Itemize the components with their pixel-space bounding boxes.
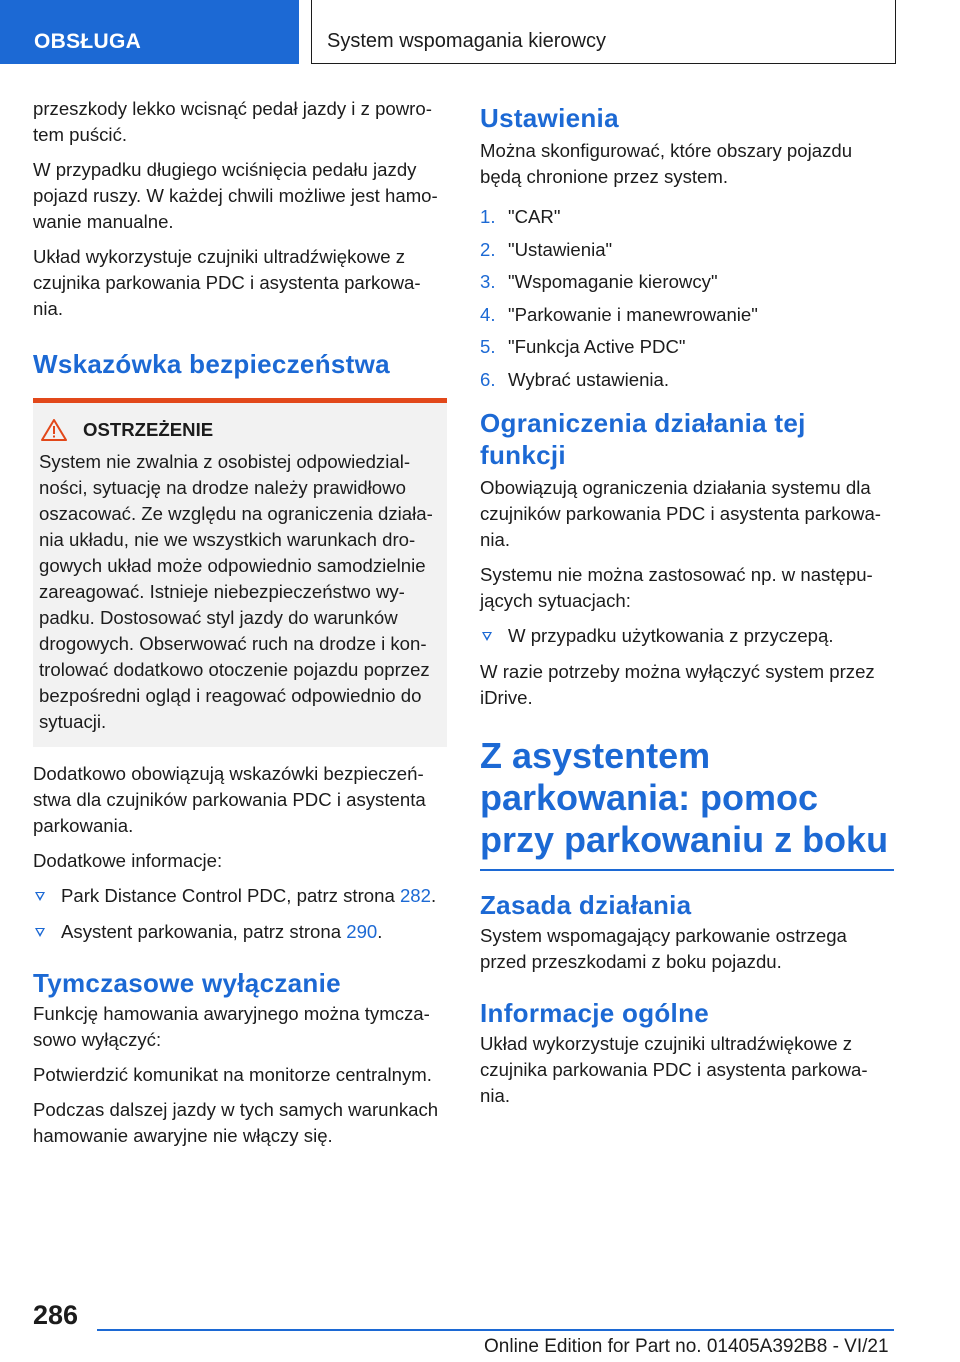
warning-title: OSTRZEŻENIE — [83, 419, 214, 440]
page-link[interactable]: 290 — [346, 921, 378, 942]
safety-heading: Wskazówka bezpieczeństwa — [33, 349, 390, 379]
paragraph: Układ wykorzystuje czujniki ultradźwiękowe z czujnika parkowania PDC i asystenta parkowa‐ nia. — [480, 1032, 868, 1106]
limits-heading: Ograniczenia działania tej funkcji — [480, 407, 806, 470]
list-item-text: W przypadku użytkowania z przyczepą. — [508, 624, 834, 646]
list-item-text: Asystent parkowania, patrz strona — [61, 921, 347, 942]
step-text: "Wspomaganie kierowcy" — [508, 271, 718, 292]
section-label: OBSŁUGA — [34, 30, 142, 53]
paragraph: Podczas dalszej jazdy w tych samych warunkach hamowanie awaryjne nie włączy się. — [33, 1099, 439, 1146]
page-number: 286 — [33, 1300, 79, 1330]
step-number: 6. — [480, 368, 496, 390]
list-item — [33, 883, 447, 909]
reference-list — [33, 883, 447, 945]
punctuation: . — [377, 921, 383, 942]
step-text: "Parkowanie i manewrowanie" — [508, 303, 758, 325]
principle-heading: Zasada działania — [480, 889, 692, 920]
step-text: "Funkcja Active PDC" — [508, 336, 686, 357]
step-text: "Ustawienia" — [508, 238, 613, 260]
punctuation: . — [430, 885, 437, 906]
bullet-triangle-icon — [482, 632, 492, 641]
warning-triangle-icon — [41, 419, 67, 441]
section-tab — [0, 0, 299, 64]
step-item — [480, 237, 894, 263]
list-item-text: Park Distance Control PDC, patrz strona — [61, 885, 400, 906]
step-text: "CAR" — [508, 206, 561, 227]
list-item — [33, 919, 447, 945]
paragraph: W przypadku długiego wciśnięcia pedału jazdy pojazd ruszy. W każdej chwili możliwe jest hamo‐ wanie manualne. — [33, 159, 438, 232]
paragraph: System wspomagający parkowanie ostrzega przed przeszkodami z boku pojazdu. — [480, 924, 847, 972]
footer-divider — [97, 1329, 894, 1331]
step-number: 1. — [480, 206, 496, 227]
chapter-tab — [311, 0, 896, 64]
bullet-triangle-icon — [35, 928, 45, 937]
paragraph: Układ wykorzystuje czujniki ultradźwiękowe z czujnika parkowania PDC i asystenta parkowa‐ nia. — [33, 246, 421, 319]
step-number: 3. — [480, 271, 496, 292]
left-column — [33, 96, 447, 1158]
paragraph: W razie potrzeby można wyłączyć system przez iDrive. — [480, 660, 875, 708]
step-item — [480, 302, 894, 328]
paragraph: Obowiązują ograniczenia działania systemu dla czujników parkowania PDC i asystenta parkowa‐ nia. — [480, 476, 881, 550]
settings-steps — [480, 204, 894, 393]
paragraph: Funkcję hamowania awaryjnego można tymcza‐ sowo wyłączyć: — [33, 1003, 430, 1050]
warning-header — [39, 417, 441, 443]
chapter-label: System wspomagania kierowcy — [327, 30, 606, 52]
warning-text: System nie zwalnia z osobistej odpowiedzial‐ ności, sytuację na drodze należy prawidłowo oszacować. Ze względu na ograniczenia działa‐ nia układu, nie we wszystkich warunkach dro‐ gowych układ może odpowiednio samodzielnie zareagować. Istnieje niebezpieczeństwo wy‐ padku. Dostosować styl jazdy do warunków drogowych. Obserwować ruch na drodze i kon‐ trolować dodatkowo otoczenie pojazdu poprzez bezpośredni ogląd i reagować odpowiednio do sytuacji. — [39, 451, 433, 732]
edition-note: Online Edition for Part no. 01405A392B8 - VI/21 — [484, 1336, 889, 1357]
paragraph: Dodatkowe informacje: — [33, 850, 223, 871]
warning-box — [33, 398, 447, 747]
step-number: 2. — [480, 238, 496, 260]
step-number: 5. — [480, 336, 496, 357]
limits-list — [480, 623, 894, 649]
heading-divider — [480, 869, 894, 871]
list-item — [480, 623, 894, 649]
paragraph: Można skonfigurować, które obszary pojazdu będą chronione przez system. — [480, 140, 853, 187]
step-item — [480, 204, 894, 230]
step-text: Wybrać ustawienia. — [508, 368, 670, 390]
paragraph: przeszkody lekko wcisnąć pedał jazdy i z powro‐ tem puścić. — [33, 98, 432, 145]
general-info-heading: Informacje ogólne — [480, 997, 710, 1028]
paragraph: Systemu nie można zastosować np. w następu‐ jących sytuacjach: — [480, 563, 873, 611]
step-item — [480, 367, 894, 393]
step-item — [480, 269, 894, 295]
paragraph: Potwierdzić komunikat na monitorze centralnym. — [33, 1064, 432, 1085]
bullet-triangle-icon — [35, 892, 45, 901]
step-item — [480, 334, 894, 360]
right-column — [480, 96, 894, 1118]
main-section-heading: Z asystentem parkowania: pomoc przy parkowaniu z boku — [480, 734, 889, 860]
step-number: 4. — [480, 303, 496, 325]
settings-heading: Ustawienia — [480, 103, 619, 133]
page-link[interactable]: 282 — [399, 885, 431, 906]
temp-disable-heading: Tymczasowe wyłączanie — [33, 968, 341, 998]
paragraph: Dodatkowo obowiązują wskazówki bezpieczeń‐ stwa dla czujników parkowania PDC i asystenta parkowania. — [33, 763, 426, 836]
